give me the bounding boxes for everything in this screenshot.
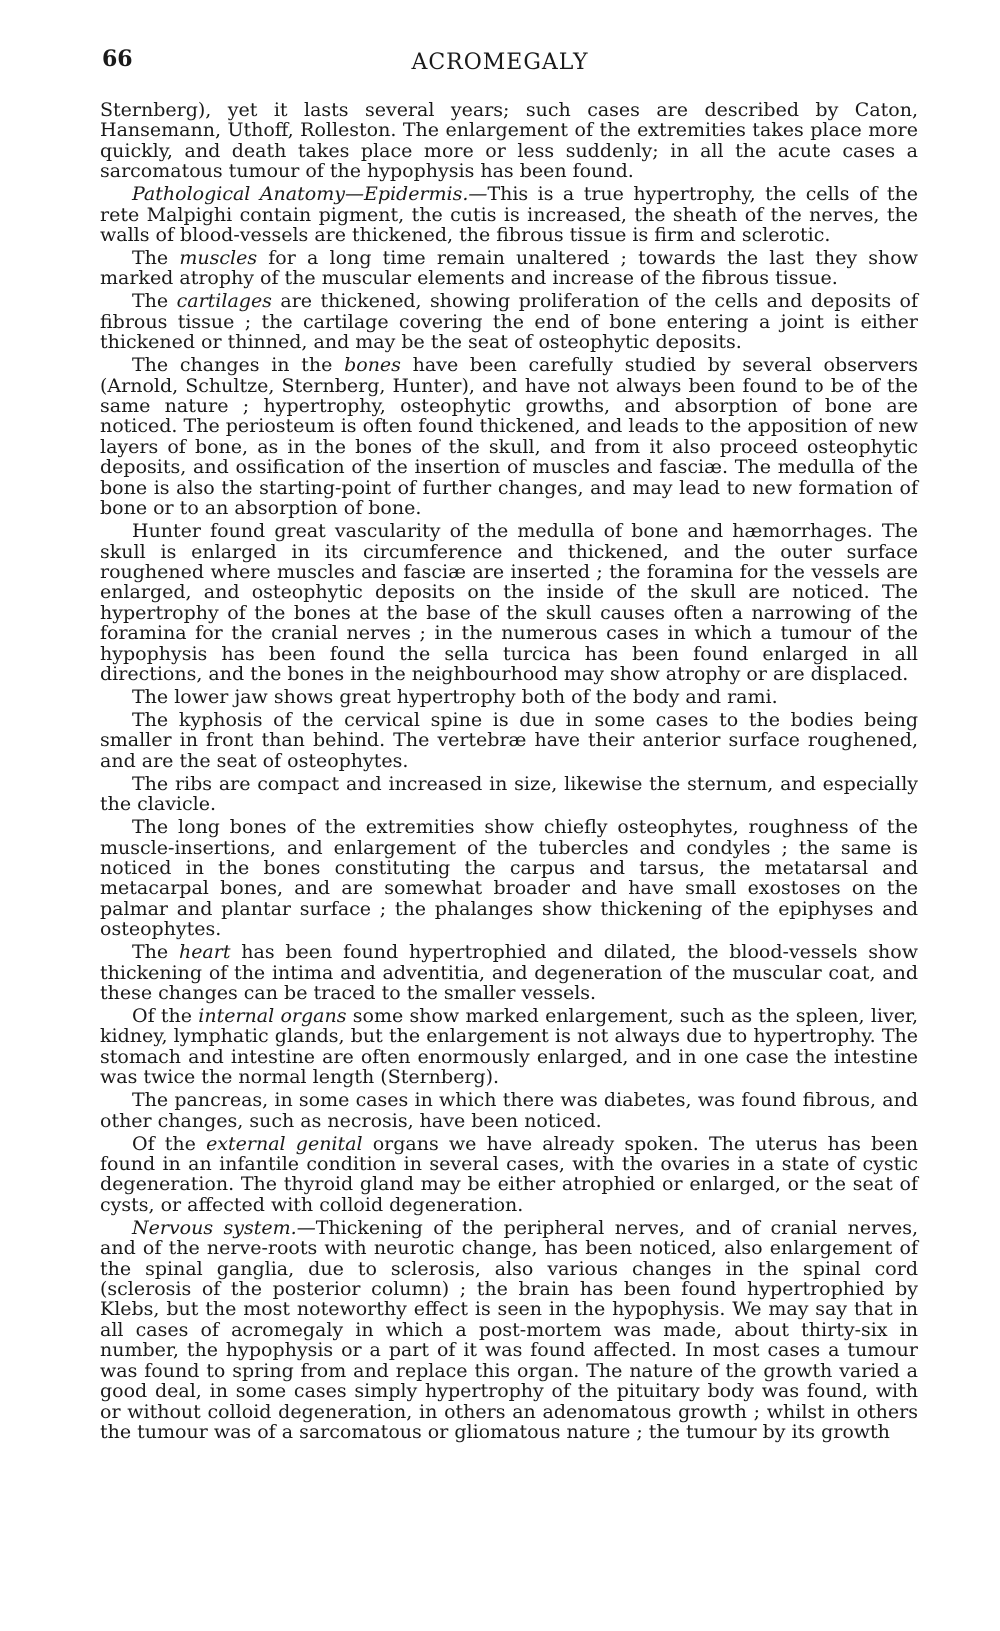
paragraph: The kyphosis of the cervical spine is due in some cases to the bodies being smaller in front than behind. The vertebræ have their anterior surface roughened, and are the seat of osteophytes.: [100, 708, 918, 772]
paragraph: Of the external genital organs we have already spoken. The uterus has been found in an infantile condition in several cases, with the ovaries in a state of cystic degeneration. The thyroid gland may be either atrophied or enlarged, or the seat of cysts, or affected with colloid degeneration.: [100, 1132, 918, 1216]
paragraph: The lower jaw shows great hypertrophy both of the body and rami.: [132, 685, 778, 708]
running-head: ACROMEGALY: [411, 50, 589, 75]
paragraph: Of the internal organs some show marked enlargement, such as the spleen, liver, kidney, lymphatic glands, but the enlargement is not always due to hypertrophy. The stomach and intestine are often enormously enlarged, and in one case the intestine was twice the normal length (Sternberg).: [100, 1005, 918, 1089]
paragraph: The cartilages are thickened, showing proliferation of the cells and deposits of fibrous tissue ; the cartilage covering the end of bone entering a joint is either thickened or thinned, and may be the seat of osteophytic deposits.: [100, 290, 918, 354]
paragraph: Pathological Anatomy—Epidermis.—This is a true hypertrophy, the cells of the rete Malpighi contain pigment, the cutis is increased, the sheath of the nerves, the walls of blood-vessels are thickened, the fibrous tissue is firm and sclerotic.: [100, 183, 918, 247]
paragraph: The muscles for a long time remain unaltered ; towards the last they show marked atrophy of the muscular elements and increase of the fibrous tissue.: [100, 247, 918, 290]
paragraph: The long bones of the extremities show chiefly osteophytes, roughness of the muscle-insertions, and enlargement of the tubercles and condyles ; the same is noticed in the bones constituting the carpus and tarsus, the metatarsal and metacarpal bones, and are somewhat broader and have small exostoses on the palmar and plantar surface ; the phalanges show thickening of the epiphyses and osteophytes.: [100, 816, 918, 941]
section-heading: Nervous system.—: [132, 1216, 316, 1239]
paragraph: The pancreas, in some cases in which there was diabetes, was found fibrous, and other changes, such as necrosis, have been noticed.: [100, 1089, 918, 1132]
paragraph: Sternberg), yet it lasts several years; such cases are described by Caton, Hansemann, Uthoff, Rolleston. The enlargement of the extremities takes place more quickly, and death takes place more or less suddenly; in all the acute cases a sarcomatous tumour of the hypophysis has been found.: [100, 99, 918, 183]
paragraph: The changes in the bones have been carefully studied by several observers (Arnold, Schultze, Sternberg, Hunter), and have not always been found to be of the same nature ; hypertrophy, osteophytic growths, and absorption of bone are noticed. The periosteum is often found thickened, and leads to the apposition of new layers of bone, as in the bones of the skull, and from it also proceed osteophytic deposits, and ossification of the insertion of muscles and fasciæ. The medulla of the bone is also the starting-point of further changes, and may lead to new formation of bone or to an absorption of bone.: [100, 354, 919, 520]
paragraph: The heart has been found hypertrophied and dilated, the blood-vessels show thickening of the intima and adventitia, and degeneration of the muscular coat, and these changes can be traced to the smaller vessels.: [100, 941, 918, 1004]
paragraph: The ribs are compact and increased in size, likewise the sternum, and especially the clavicle.: [100, 772, 918, 816]
paragraph: Nervous system.—Thickening of the peripheral nerves, and of cranial nerves, and of the nerve-roots with neurotic change, has been noticed, also enlargement of the spinal ganglia, due to sclerosis, also various changes in the spinal cord (sclerosis of the posterior column) ; the brain has been found hypertrophied by Klebs, but the most noteworthy effect is seen in the hypophysis. We may say that in all cases of acromegaly in which a post-mortem was made, about thirty-six in number, the hypophysis or a part of it was found affected. In most cases a tumour was found to spring from and replace this organ. The nature of the growth varied a good deal, in some cases simply hypertrophy of the pituitary body was found, with or without colloid degeneration, in others an adenomatous growth ; whilst in others the tumour was of a sarcomatous or gliomatous nature ; the tumour by its growth: [100, 1216, 919, 1443]
section-heading: Pathological Anatomy—Epidermis.—: [132, 183, 488, 206]
body-text: [100, 100, 918, 1445]
page-number: 66: [102, 46, 133, 72]
paragraph: Hunter found great vascularity of the medulla of bone and hæmorrhages. The skull is enlarged in its circumference and thickened, and the outer surface roughened where muscles and fasciæ are inserted ; the foramina for the vessels are enlarged, and osteophytic deposits on the inside of the skull are noticed. The hypertrophy of the bones at the base of the skull causes often a narrowing of the foramina for the cranial nerves ; in the numerous cases in which a tumour of the hypophysis has been found the sella turcica has been found enlarged in all directions, and the bones in the neighbourhood may show atrophy or are displaced.: [100, 520, 918, 685]
